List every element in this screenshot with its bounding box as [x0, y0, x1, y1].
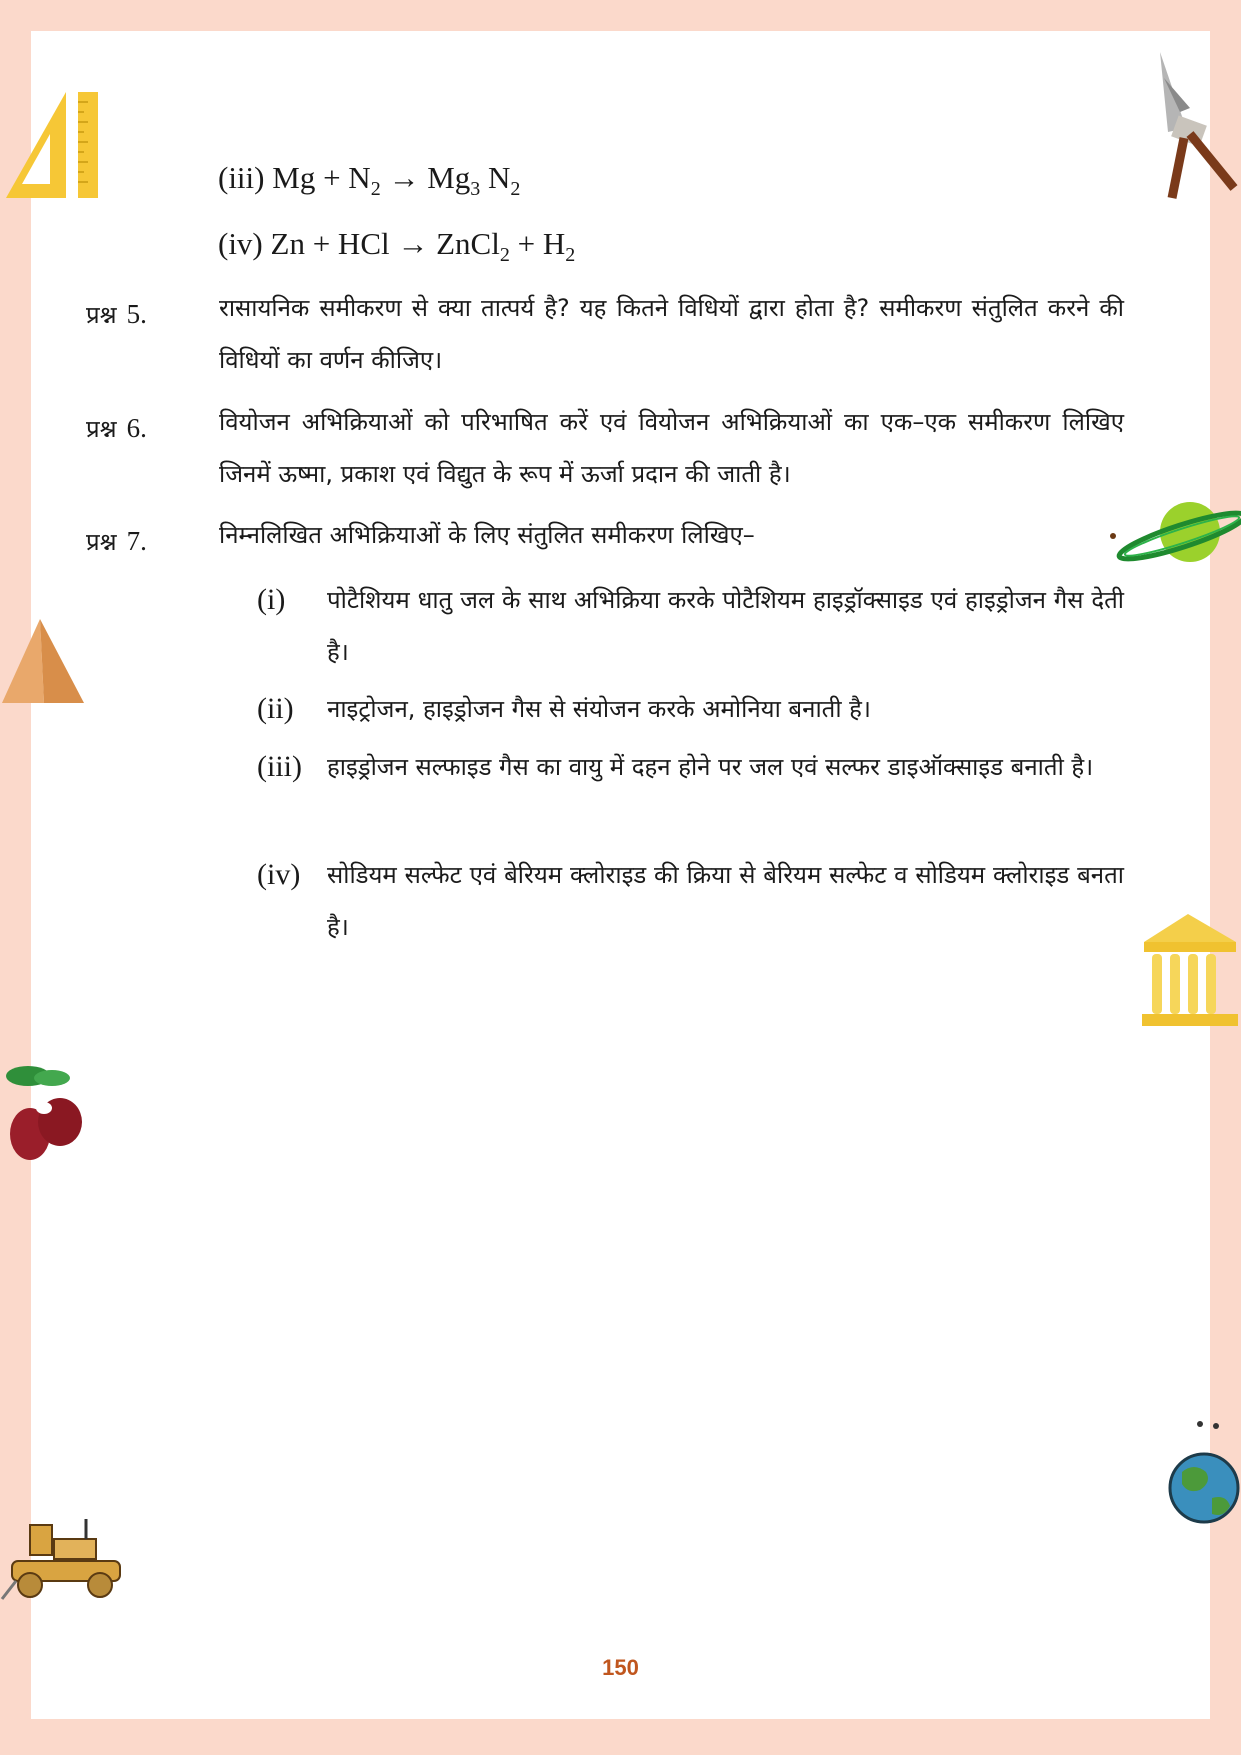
sub-item-iii-label: (iii): [257, 750, 302, 783]
globe-icon: [1160, 1420, 1241, 1532]
question-5-text: रासायनिक समीकरण से क्या तात्पर्य है? यह कितने विधियों द्वारा होता है? समीकरण संतुलित करने की विधियों का वर्णन कीजिए।: [219, 294, 1124, 374]
planet-saturn-icon: [1108, 494, 1241, 570]
sub-item-ii-text: नाइट्रोजन, हाइड्रोजन गैस से संयोजन करके अमोनिया बनाती है।: [327, 695, 872, 723]
cart-machine-icon: [0, 1505, 126, 1601]
equation-iv: (iv) Zn + HCl → ZnCl$_2$ + $H_2$: [218, 226, 576, 267]
sub-item-i-text: पोटैशियम धातु जल के साथ अभिक्रिया करके पोटैशियम हाइड्रॉक्साइड एवं हाइड्रोजन गैस देती है।: [327, 586, 1124, 666]
question-7-label: प्रश्न 7.: [86, 526, 147, 556]
set-square-ruler-icon: [4, 90, 100, 202]
fruit-icon: [2, 1058, 86, 1166]
pliers-icon: [1150, 48, 1240, 202]
sub-item-iii-text: हाइड्रोजन सल्फाइड गैस का वायु में दहन होने पर जल एवं सल्फर डाइऑक्साइड बनाती है।: [327, 753, 1094, 781]
page-number: 150: [602, 1655, 639, 1680]
sub-item-iv-label: (iv): [257, 858, 301, 891]
question-6-label: प्रश्न 6.: [86, 413, 147, 443]
sub-item-iv-text: सोडियम सल्फेट एवं बेरियम क्लोराइड की क्रिया से बेरियम सल्फेट व सोडियम क्लोराइड बनता है।: [327, 861, 1124, 941]
question-5-label: प्रश्न 5.: [86, 299, 147, 329]
temple-pillars-icon: [1140, 912, 1241, 1030]
sub-item-ii-label: (ii): [257, 692, 294, 725]
question-7-text: निम्नलिखित अभिक्रियाओं के लिए संतुलित समीकरण लिखिए–: [219, 521, 755, 549]
equation-iii: (iii) $Mg + N_2 \to Mg_3$ $N_2$: [218, 160, 521, 201]
sub-item-i-label: (i): [257, 583, 286, 616]
pyramid-icon: [0, 617, 88, 705]
question-6-text: वियोजन अभिक्रियाओं को परिभाषित करें एवं वियोजन अभिक्रियाओं का एक–एक समीकरण लिखिए जिनमें ऊष्मा, प्रकाश एवं विद्युत के रूप में ऊर्जा प्रदान की जाती है।: [219, 408, 1124, 488]
